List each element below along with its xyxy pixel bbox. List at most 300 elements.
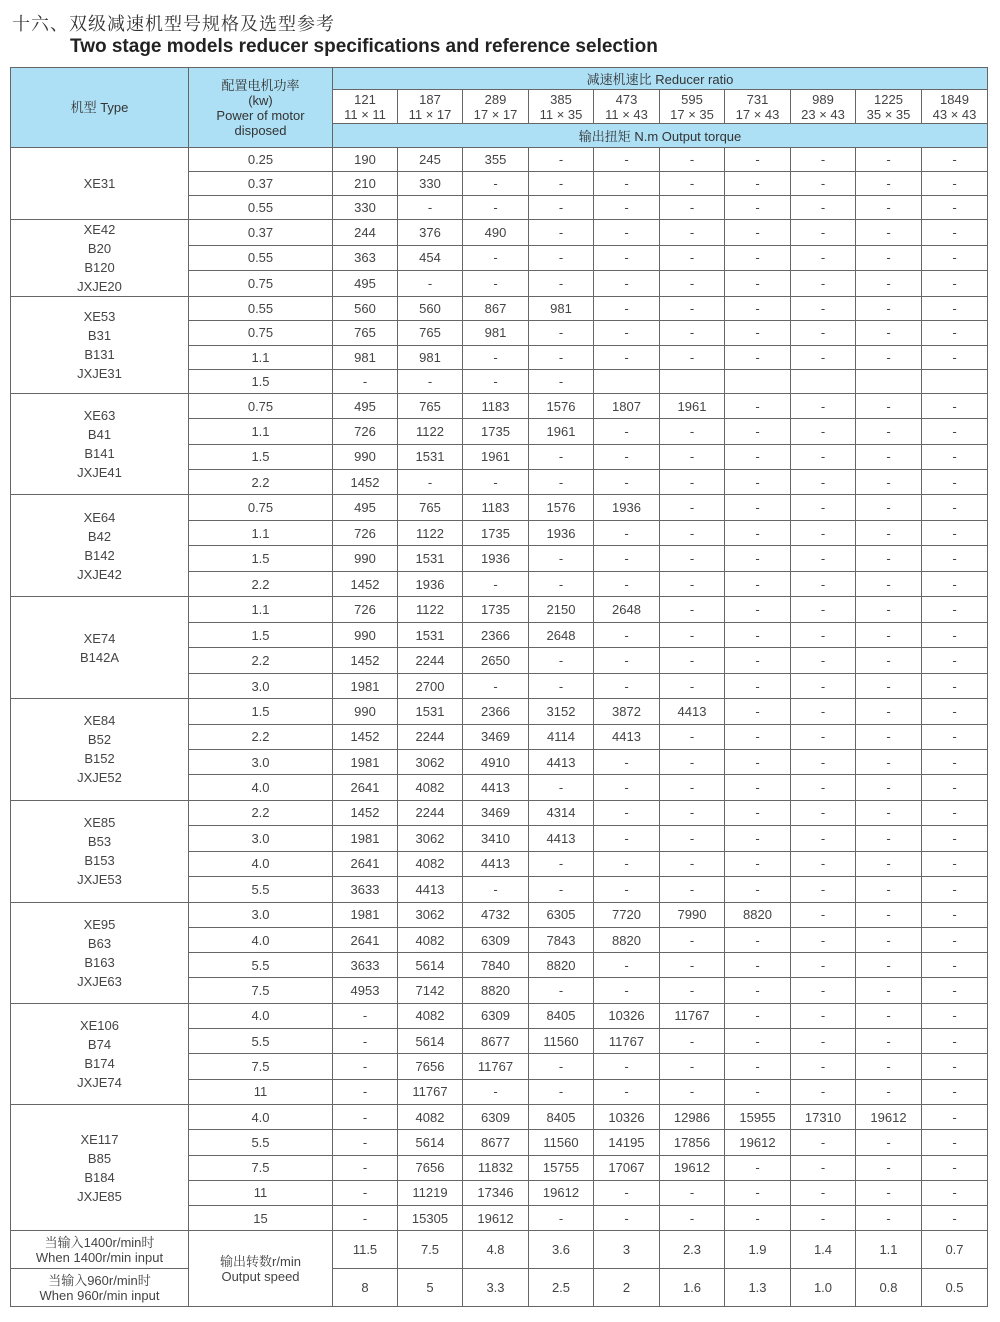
speed-cell: 3 bbox=[594, 1231, 660, 1269]
torque-cell: 4413 bbox=[529, 826, 594, 852]
torque-cell: 11219 bbox=[398, 1180, 463, 1205]
torque-cell: - bbox=[529, 220, 594, 246]
torque-cell: 8405 bbox=[529, 1003, 594, 1028]
power-cell: 2.2 bbox=[189, 724, 333, 749]
torque-cell: - bbox=[922, 394, 988, 419]
torque-cell: 1183 bbox=[463, 495, 529, 521]
model-name: XE84 bbox=[83, 713, 116, 729]
torque-cell: - bbox=[725, 1079, 791, 1104]
torque-cell: 765 bbox=[398, 394, 463, 419]
torque-cell: 1807 bbox=[594, 394, 660, 419]
torque-cell: - bbox=[594, 172, 660, 196]
torque-cell: 3062 bbox=[398, 826, 463, 852]
torque-cell: 2648 bbox=[529, 622, 594, 648]
model-name: XE85 bbox=[83, 815, 116, 831]
torque-cell: 2366 bbox=[463, 699, 529, 724]
speed-cell: 4.8 bbox=[463, 1231, 529, 1269]
torque-cell bbox=[594, 369, 660, 393]
speed-cell: 1.3 bbox=[725, 1269, 791, 1307]
torque-cell: 1452 bbox=[333, 470, 398, 495]
speed-input-label bbox=[11, 1231, 189, 1269]
header-ratio-0 bbox=[333, 90, 398, 124]
torque-cell: - bbox=[398, 271, 463, 297]
torque-cell: 1576 bbox=[529, 394, 594, 419]
power-cell: 1.1 bbox=[189, 345, 333, 369]
torque-cell: - bbox=[922, 1104, 988, 1129]
header-model: 机型 Type bbox=[11, 68, 189, 148]
torque-cell: - bbox=[856, 877, 922, 903]
torque-cell: - bbox=[791, 297, 856, 321]
ratio-value: 1849 bbox=[940, 91, 969, 107]
ratio-combo: 17 × 35 bbox=[670, 106, 714, 122]
model-name: XE53 bbox=[83, 309, 116, 325]
torque-cell: 981 bbox=[333, 345, 398, 369]
speed-input-label-cn: 当输入1400r/min时 bbox=[44, 1234, 155, 1250]
torque-cell: - bbox=[529, 877, 594, 903]
torque-cell: - bbox=[922, 648, 988, 674]
torque-cell: - bbox=[660, 245, 725, 271]
torque-cell: - bbox=[922, 597, 988, 623]
torque-cell: - bbox=[333, 1180, 398, 1205]
torque-cell: - bbox=[856, 673, 922, 699]
torque-cell: - bbox=[791, 877, 856, 903]
torque-cell: - bbox=[463, 245, 529, 271]
power-cell: 1.5 bbox=[189, 622, 333, 648]
torque-cell: - bbox=[725, 699, 791, 724]
torque-cell: - bbox=[660, 271, 725, 297]
torque-cell: - bbox=[791, 597, 856, 623]
model-name: B120 bbox=[84, 260, 115, 275]
torque-cell: 3152 bbox=[529, 699, 594, 724]
torque-cell: - bbox=[922, 1180, 988, 1205]
torque-cell: - bbox=[660, 1180, 725, 1205]
torque-cell: - bbox=[922, 699, 988, 724]
torque-cell: - bbox=[594, 877, 660, 903]
torque-cell: 4413 bbox=[463, 775, 529, 800]
model-name: B152 bbox=[84, 751, 115, 767]
torque-cell: - bbox=[529, 369, 594, 393]
power-cell: 11 bbox=[189, 1079, 333, 1104]
torque-cell: 765 bbox=[398, 495, 463, 521]
torque-cell: - bbox=[660, 1054, 725, 1079]
model-name: B141 bbox=[84, 446, 115, 462]
model-cell bbox=[11, 902, 189, 1003]
torque-cell: - bbox=[922, 172, 988, 196]
torque-cell: - bbox=[725, 877, 791, 903]
torque-cell: - bbox=[791, 1206, 856, 1231]
model-cell bbox=[11, 394, 189, 495]
torque-cell: 990 bbox=[333, 622, 398, 648]
torque-cell: - bbox=[856, 1003, 922, 1028]
torque-cell: 1531 bbox=[398, 699, 463, 724]
torque-cell: 17346 bbox=[463, 1180, 529, 1205]
torque-cell: 245 bbox=[398, 148, 463, 172]
torque-cell: - bbox=[398, 196, 463, 220]
torque-cell: 8820 bbox=[725, 902, 791, 927]
torque-cell: - bbox=[856, 749, 922, 774]
torque-cell: - bbox=[594, 775, 660, 800]
torque-cell: - bbox=[594, 345, 660, 369]
torque-cell: 8820 bbox=[463, 978, 529, 1003]
ratio-value: 731 bbox=[746, 91, 769, 107]
torque-cell: 17310 bbox=[791, 1104, 856, 1129]
speed-cell: 0.5 bbox=[922, 1269, 988, 1307]
torque-cell: 7656 bbox=[398, 1054, 463, 1079]
torque-cell: - bbox=[922, 826, 988, 852]
torque-cell: - bbox=[333, 369, 398, 393]
torque-cell: 495 bbox=[333, 495, 398, 521]
torque-cell: 2641 bbox=[333, 775, 398, 800]
model-cell bbox=[11, 495, 189, 597]
torque-cell: - bbox=[529, 648, 594, 674]
torque-cell: - bbox=[791, 800, 856, 826]
torque-cell: - bbox=[922, 1054, 988, 1079]
power-cell: 5.5 bbox=[189, 953, 333, 978]
power-cell: 0.25 bbox=[189, 148, 333, 172]
torque-cell: - bbox=[856, 597, 922, 623]
torque-cell: 1452 bbox=[333, 800, 398, 826]
torque-cell: - bbox=[922, 444, 988, 469]
model-cell bbox=[11, 220, 189, 297]
torque-cell: 1961 bbox=[463, 444, 529, 469]
torque-cell: 1452 bbox=[333, 648, 398, 674]
torque-cell: - bbox=[791, 851, 856, 877]
torque-cell: - bbox=[594, 1054, 660, 1079]
torque-cell: 4413 bbox=[660, 699, 725, 724]
torque-cell: - bbox=[725, 800, 791, 826]
power-cell: 2.2 bbox=[189, 800, 333, 826]
model-name: XE117 bbox=[80, 1131, 119, 1147]
torque-cell: 1981 bbox=[333, 749, 398, 774]
torque-cell: 2366 bbox=[463, 622, 529, 648]
torque-cell: 726 bbox=[333, 419, 398, 444]
model-name: B174 bbox=[84, 1055, 115, 1071]
torque-cell: - bbox=[725, 546, 791, 572]
torque-cell: - bbox=[463, 1079, 529, 1104]
torque-cell: 2641 bbox=[333, 927, 398, 952]
torque-cell: - bbox=[856, 520, 922, 546]
torque-cell: - bbox=[856, 1079, 922, 1104]
torque-cell: - bbox=[594, 520, 660, 546]
torque-cell: - bbox=[922, 495, 988, 521]
torque-cell: 11560 bbox=[529, 1029, 594, 1054]
torque-cell: - bbox=[922, 1155, 988, 1180]
torque-cell: 3469 bbox=[463, 724, 529, 749]
torque-cell: - bbox=[725, 826, 791, 852]
ratio-combo: 17 × 17 bbox=[473, 106, 518, 122]
speed-input-label bbox=[11, 1269, 189, 1307]
torque-cell: - bbox=[660, 800, 725, 826]
torque-cell: 1961 bbox=[660, 394, 725, 419]
torque-cell: - bbox=[594, 1079, 660, 1104]
torque-cell: - bbox=[594, 749, 660, 774]
torque-cell: - bbox=[660, 648, 725, 674]
torque-cell: - bbox=[791, 520, 856, 546]
table-body bbox=[11, 148, 988, 1307]
table-row bbox=[11, 297, 988, 321]
torque-cell: 11767 bbox=[594, 1029, 660, 1054]
torque-cell: - bbox=[791, 953, 856, 978]
ratio-value: 289 bbox=[484, 91, 507, 107]
header-ratio-1 bbox=[398, 90, 463, 124]
torque-cell: - bbox=[791, 220, 856, 246]
power-cell: 1.5 bbox=[189, 699, 333, 724]
page-title-cn: 十六、双级减速机型号规格及选型参考 bbox=[12, 14, 335, 35]
torque-cell: 330 bbox=[398, 172, 463, 196]
torque-cell: - bbox=[660, 597, 725, 623]
torque-cell: - bbox=[725, 495, 791, 521]
torque-cell: - bbox=[922, 902, 988, 927]
torque-cell: 11832 bbox=[463, 1155, 529, 1180]
torque-cell: 1936 bbox=[529, 520, 594, 546]
torque-cell: - bbox=[594, 271, 660, 297]
torque-cell: - bbox=[529, 1079, 594, 1104]
torque-cell: 1531 bbox=[398, 622, 463, 648]
power-cell: 0.37 bbox=[189, 172, 333, 196]
header-ratio-2 bbox=[463, 90, 529, 124]
torque-cell: 765 bbox=[333, 321, 398, 345]
torque-cell: - bbox=[856, 245, 922, 271]
torque-cell: - bbox=[725, 520, 791, 546]
torque-cell: 19612 bbox=[463, 1206, 529, 1231]
output-speed-label bbox=[189, 1231, 333, 1307]
torque-cell: - bbox=[856, 495, 922, 521]
torque-cell: 2648 bbox=[594, 597, 660, 623]
torque-cell: - bbox=[725, 1003, 791, 1028]
torque-cell: 190 bbox=[333, 148, 398, 172]
torque-cell: - bbox=[660, 444, 725, 469]
torque-cell: 1981 bbox=[333, 826, 398, 852]
torque-cell: - bbox=[922, 978, 988, 1003]
torque-cell: 981 bbox=[398, 345, 463, 369]
torque-cell: - bbox=[856, 1206, 922, 1231]
torque-cell: - bbox=[660, 345, 725, 369]
torque-cell: - bbox=[922, 271, 988, 297]
torque-cell: - bbox=[791, 775, 856, 800]
torque-cell: 990 bbox=[333, 699, 398, 724]
power-cell: 1.5 bbox=[189, 369, 333, 393]
torque-cell: - bbox=[594, 673, 660, 699]
torque-cell: - bbox=[856, 622, 922, 648]
model-cell bbox=[11, 597, 189, 699]
torque-cell: - bbox=[922, 419, 988, 444]
torque-cell: - bbox=[856, 546, 922, 572]
torque-cell: 2244 bbox=[398, 800, 463, 826]
torque-cell: - bbox=[922, 546, 988, 572]
torque-cell: - bbox=[856, 927, 922, 952]
header-ratio-4 bbox=[594, 90, 660, 124]
torque-cell: - bbox=[333, 1104, 398, 1129]
header-power-en2: disposed bbox=[234, 122, 287, 138]
torque-cell: - bbox=[594, 196, 660, 220]
model-name: XE42 bbox=[83, 222, 116, 237]
torque-cell: - bbox=[594, 622, 660, 648]
torque-cell: - bbox=[660, 724, 725, 749]
torque-cell: - bbox=[660, 196, 725, 220]
torque-cell: 2641 bbox=[333, 851, 398, 877]
torque-cell: 2244 bbox=[398, 724, 463, 749]
torque-cell: 3062 bbox=[398, 749, 463, 774]
power-cell: 3.0 bbox=[189, 749, 333, 774]
torque-cell: 11767 bbox=[660, 1003, 725, 1028]
torque-cell: 4953 bbox=[333, 978, 398, 1003]
model-name: JXJE85 bbox=[77, 1188, 122, 1204]
torque-cell: - bbox=[529, 345, 594, 369]
torque-cell bbox=[660, 369, 725, 393]
speed-cell: 11.5 bbox=[333, 1231, 398, 1269]
torque-cell: 2244 bbox=[398, 648, 463, 674]
torque-cell: 3062 bbox=[398, 902, 463, 927]
torque-cell: - bbox=[660, 520, 725, 546]
model-name: XE31 bbox=[83, 176, 116, 191]
torque-cell: - bbox=[791, 724, 856, 749]
header-ratio-8 bbox=[856, 90, 922, 124]
spec-table bbox=[10, 67, 988, 1307]
torque-cell: - bbox=[660, 419, 725, 444]
torque-cell: - bbox=[660, 877, 725, 903]
torque-cell: - bbox=[791, 271, 856, 297]
torque-cell: 244 bbox=[333, 220, 398, 246]
torque-cell: - bbox=[791, 148, 856, 172]
torque-cell: - bbox=[660, 546, 725, 572]
power-cell: 5.5 bbox=[189, 1130, 333, 1155]
power-cell: 7.5 bbox=[189, 1054, 333, 1079]
torque-cell bbox=[791, 369, 856, 393]
torque-cell: - bbox=[791, 902, 856, 927]
torque-cell: - bbox=[333, 1079, 398, 1104]
torque-cell: - bbox=[594, 321, 660, 345]
torque-cell: - bbox=[922, 622, 988, 648]
speed-cell: 3.3 bbox=[463, 1269, 529, 1307]
torque-cell: 1531 bbox=[398, 444, 463, 469]
torque-cell: - bbox=[922, 148, 988, 172]
ratio-value: 121 bbox=[354, 91, 376, 107]
torque-cell: - bbox=[791, 648, 856, 674]
torque-cell: 11560 bbox=[529, 1130, 594, 1155]
torque-cell: 17067 bbox=[594, 1155, 660, 1180]
torque-cell: - bbox=[922, 953, 988, 978]
table-row bbox=[11, 148, 988, 172]
torque-cell: - bbox=[922, 1003, 988, 1028]
torque-cell: - bbox=[725, 953, 791, 978]
model-name: B142 bbox=[84, 547, 115, 563]
power-cell: 2.2 bbox=[189, 648, 333, 674]
torque-cell: - bbox=[922, 1206, 988, 1231]
torque-cell: 14195 bbox=[594, 1130, 660, 1155]
torque-cell: - bbox=[791, 571, 856, 597]
torque-cell: - bbox=[725, 245, 791, 271]
torque-cell: - bbox=[594, 546, 660, 572]
speed-cell: 3.6 bbox=[529, 1231, 594, 1269]
model-name: B153 bbox=[84, 853, 115, 869]
power-cell: 11 bbox=[189, 1180, 333, 1205]
torque-cell: - bbox=[725, 597, 791, 623]
torque-cell: - bbox=[725, 673, 791, 699]
torque-cell: - bbox=[594, 297, 660, 321]
torque-cell: - bbox=[529, 571, 594, 597]
torque-cell: 7840 bbox=[463, 953, 529, 978]
torque-cell: - bbox=[660, 1206, 725, 1231]
ratio-value: 989 bbox=[812, 91, 834, 107]
torque-cell: 15755 bbox=[529, 1155, 594, 1180]
torque-cell: 1981 bbox=[333, 673, 398, 699]
torque-cell: - bbox=[791, 622, 856, 648]
speed-cell: 1.0 bbox=[791, 1269, 856, 1307]
power-cell: 4.0 bbox=[189, 1104, 333, 1129]
torque-cell: - bbox=[791, 546, 856, 572]
model-cell bbox=[11, 699, 189, 800]
torque-cell: 981 bbox=[529, 297, 594, 321]
power-cell: 1.5 bbox=[189, 444, 333, 469]
torque-cell: - bbox=[660, 927, 725, 952]
torque-cell: - bbox=[660, 571, 725, 597]
torque-cell: - bbox=[725, 148, 791, 172]
table-row bbox=[11, 220, 988, 246]
torque-cell: - bbox=[922, 220, 988, 246]
torque-cell: - bbox=[856, 271, 922, 297]
torque-cell: - bbox=[463, 196, 529, 220]
model-name: XE95 bbox=[83, 916, 116, 932]
header-ratio-7 bbox=[791, 90, 856, 124]
torque-cell: - bbox=[856, 699, 922, 724]
torque-cell: - bbox=[463, 673, 529, 699]
torque-cell: - bbox=[594, 800, 660, 826]
torque-cell: - bbox=[463, 172, 529, 196]
header-power-en1: Power of motor bbox=[216, 107, 305, 123]
torque-cell: - bbox=[856, 902, 922, 927]
torque-cell bbox=[725, 369, 791, 393]
torque-cell: - bbox=[725, 470, 791, 495]
torque-cell: 990 bbox=[333, 444, 398, 469]
torque-cell: 1452 bbox=[333, 724, 398, 749]
power-cell: 0.55 bbox=[189, 245, 333, 271]
torque-cell: - bbox=[791, 826, 856, 852]
torque-cell: - bbox=[856, 648, 922, 674]
power-cell: 3.0 bbox=[189, 902, 333, 927]
torque-cell: 3872 bbox=[594, 699, 660, 724]
torque-cell: - bbox=[660, 749, 725, 774]
table-row bbox=[11, 1003, 988, 1028]
speed-cell: 2.3 bbox=[660, 1231, 725, 1269]
model-name: B184 bbox=[84, 1169, 115, 1185]
torque-cell: 3633 bbox=[333, 877, 398, 903]
torque-cell: - bbox=[791, 673, 856, 699]
table-row bbox=[11, 800, 988, 826]
model-name: JXJE52 bbox=[77, 770, 122, 786]
model-cell bbox=[11, 800, 189, 902]
torque-cell: - bbox=[856, 800, 922, 826]
torque-cell: 726 bbox=[333, 597, 398, 623]
torque-cell: - bbox=[594, 978, 660, 1003]
torque-cell: - bbox=[594, 1206, 660, 1231]
model-name: B53 bbox=[87, 834, 112, 850]
ratio-combo: 11 × 11 bbox=[344, 106, 386, 122]
model-name: B52 bbox=[87, 732, 112, 748]
page-title-en: Two stage models reducer specifications and reference selection bbox=[70, 36, 658, 57]
speed-input-label-en: When 960r/min input bbox=[39, 1287, 160, 1303]
torque-cell bbox=[856, 369, 922, 393]
torque-cell: 6309 bbox=[463, 1003, 529, 1028]
header-ratio-5 bbox=[660, 90, 725, 124]
torque-cell: 210 bbox=[333, 172, 398, 196]
torque-cell: - bbox=[725, 394, 791, 419]
torque-cell: 4910 bbox=[463, 749, 529, 774]
ratio-combo: 17 × 43 bbox=[735, 106, 780, 122]
header-power-unit: (kw) bbox=[248, 92, 273, 108]
torque-cell: - bbox=[463, 877, 529, 903]
torque-cell: - bbox=[398, 369, 463, 393]
torque-cell: - bbox=[922, 800, 988, 826]
